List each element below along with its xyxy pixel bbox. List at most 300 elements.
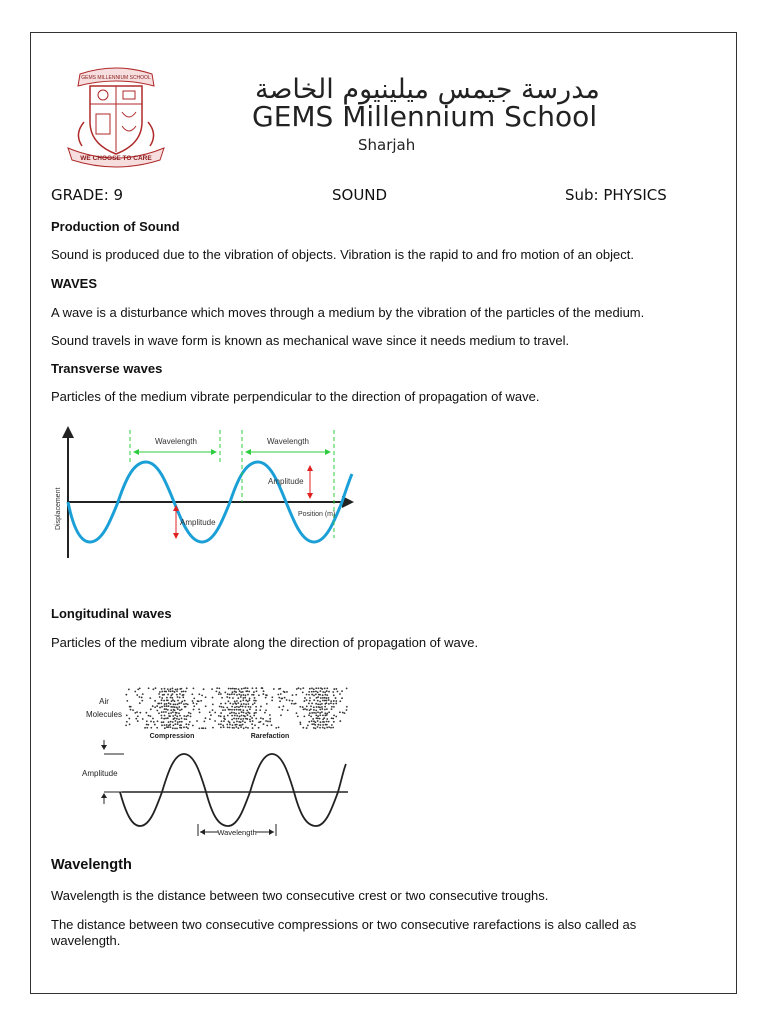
air-molecule-dot [321, 706, 323, 708]
air-molecule-dot [324, 700, 326, 702]
air-molecule-dot [245, 700, 247, 702]
air-molecule-dot [221, 706, 223, 708]
air-molecule-dot [252, 703, 254, 705]
air-molecule-dot [319, 701, 321, 703]
air-molecule-dot [170, 697, 172, 699]
air-molecule-dot [184, 700, 186, 702]
air-molecule-dot [324, 706, 326, 708]
air-molecule-dot [134, 691, 136, 693]
air-molecule-dot [328, 697, 330, 699]
air-molecule-dot [229, 724, 231, 726]
air-molecule-dot [308, 694, 310, 696]
air-molecule-dot [148, 715, 150, 717]
air-molecule-dot [326, 727, 328, 729]
air-molecule-dot [192, 702, 194, 704]
air-molecule-dot [289, 700, 291, 702]
air-molecule-dot [322, 700, 324, 702]
air-molecule-dot [238, 693, 240, 695]
air-molecule-dot [141, 697, 143, 699]
air-molecule-dot [172, 688, 174, 690]
air-molecule-dot [315, 693, 317, 695]
air-molecule-dot [339, 711, 341, 713]
air-molecule-dot [221, 697, 223, 699]
air-molecule-dot [293, 703, 295, 705]
air-molecule-dot [192, 700, 194, 702]
air-molecule-dot [333, 714, 335, 716]
air-molecule-dot [240, 721, 242, 723]
wavelength-text-1: Wavelength is the distance between two consecutive crest or two consecutive troughs. [51, 888, 549, 903]
air-molecule-dot [183, 694, 185, 696]
air-molecule-dot [271, 724, 273, 726]
air-molecule-dot [234, 715, 236, 717]
air-molecule-dot [205, 717, 207, 719]
air-molecule-dot [169, 715, 171, 717]
air-molecule-dot [242, 718, 244, 720]
air-molecule-dot [176, 718, 178, 720]
air-molecule-dot [328, 691, 330, 693]
air-molecule-dot [302, 687, 304, 689]
air-molecule-dot [234, 701, 236, 703]
air-molecule-dot [172, 690, 174, 692]
air-molecule-dot [236, 724, 238, 726]
air-molecule-dot [173, 704, 175, 706]
air-molecule-dot [176, 694, 178, 696]
air-molecule-dot [266, 725, 268, 727]
air-molecule-dot [249, 712, 251, 714]
air-molecule-dot [324, 712, 326, 714]
air-molecule-dot [277, 694, 279, 696]
air-molecule-dot [317, 703, 319, 705]
air-molecule-dot [331, 717, 333, 719]
air-molecule-dot [249, 708, 251, 710]
air-molecule-dot [346, 706, 348, 708]
air-molecule-dot [183, 726, 185, 728]
air-molecule-dot [238, 718, 240, 720]
air-molecule-dot [214, 720, 216, 722]
air-molecule-dot [174, 709, 176, 711]
air-molecule-dot [269, 721, 271, 723]
air-molecule-dot [172, 727, 174, 729]
air-molecule-dot [175, 720, 177, 722]
air-molecule-dot [265, 697, 267, 699]
air-molecule-dot [319, 727, 321, 729]
air-molecule-dot [161, 697, 163, 699]
air-molecule-dot [252, 727, 254, 729]
waves-heading: WAVES [51, 276, 97, 291]
air-molecule-dot [230, 688, 232, 690]
air-molecule-dot [215, 691, 217, 693]
air-molecule-dot [248, 691, 250, 693]
air-molecule-dot [146, 720, 148, 722]
air-molecule-dot [251, 717, 253, 719]
air-molecule-dot [137, 720, 139, 722]
air-molecule-dot [242, 724, 244, 726]
air-molecule-dot [172, 721, 174, 723]
transverse-text: Particles of the medium vibrate perpendicular to the direction of propagation of wave. [51, 389, 540, 404]
air-molecule-dot [233, 693, 235, 695]
air-molecule-dot [315, 687, 317, 689]
air-molecule-dot [137, 688, 139, 690]
air-molecule-dot [240, 703, 242, 705]
air-molecule-dot [160, 702, 162, 704]
air-molecule-dot [136, 694, 138, 696]
air-molecule-dot [163, 711, 165, 713]
air-molecule-dot [326, 687, 328, 689]
air-molecule-dot [320, 724, 322, 726]
air-molecule-dot [287, 709, 289, 711]
air-molecule-dot [150, 721, 152, 723]
air-molecule-dot [168, 690, 170, 692]
air-molecule-dot [328, 703, 330, 705]
air-molecule-dot [313, 691, 315, 693]
air-molecule-dot [164, 715, 166, 717]
air-molecule-dot [332, 727, 334, 729]
air-molecule-dot [236, 700, 238, 702]
air-molecule-dot [297, 715, 299, 717]
air-molecule-dot [174, 717, 176, 719]
air-molecule-dot [161, 724, 163, 726]
air-molecule-dot [321, 708, 323, 710]
air-molecule-dot [135, 718, 137, 720]
air-molecule-dot [315, 703, 317, 705]
air-molecule-dot [146, 727, 148, 729]
air-molecule-dot [313, 706, 315, 708]
air-molecule-dot [212, 703, 214, 705]
air-molecule-dot [306, 706, 308, 708]
air-molecule-dot [303, 715, 305, 717]
air-molecule-dot [161, 699, 163, 701]
air-molecule-dot [171, 700, 173, 702]
air-molecule-dot [236, 706, 238, 708]
air-molecule-dot [239, 716, 241, 718]
air-label-1: Air [99, 697, 109, 706]
air-molecule-dot [306, 694, 308, 696]
air-molecule-dot [299, 721, 301, 723]
air-molecule-dot [281, 697, 283, 699]
air-molecule-dot [237, 697, 239, 699]
air-molecule-dot [322, 691, 324, 693]
air-molecule-dot [190, 713, 192, 715]
air-molecule-dot [269, 718, 271, 720]
air-molecule-dot [319, 718, 321, 720]
longitudinal-text: Particles of the medium vibrate along the direction of propagation of wave. [51, 635, 479, 650]
air-molecule-dot [178, 706, 180, 708]
air-molecule-dot [253, 712, 255, 714]
air-molecule-dot [284, 697, 286, 699]
air-molecule-dot [243, 687, 245, 689]
air-molecule-dot [245, 687, 247, 689]
air-molecule-dot [333, 703, 335, 705]
air-molecule-dot [172, 706, 174, 708]
air-molecule-dot [324, 694, 326, 696]
air-molecule-dot [243, 712, 245, 714]
air-molecule-dot [226, 696, 228, 698]
air-molecule-dot [335, 688, 337, 690]
waves-text-2: Sound travels in wave form is known as mechanical wave since it needs medium to travel. [51, 333, 570, 348]
air-molecule-dot [177, 703, 179, 705]
air-molecule-dot [280, 714, 282, 716]
waves-text-1: A wave is a disturbance which moves through a medium by the vibration of the particles of the medium. [51, 305, 645, 320]
air-molecule-dot [179, 715, 181, 717]
air-molecule-dot [326, 700, 328, 702]
air-molecule-dot [298, 687, 300, 689]
air-molecule-dot [227, 700, 229, 702]
air-molecule-dot [253, 715, 255, 717]
air-molecule-dot [186, 687, 188, 689]
air-molecule-dot [183, 715, 185, 717]
air-molecule-dot [159, 691, 161, 693]
air-molecule-dot [322, 724, 324, 726]
amplitude-label-2: Amplitude [268, 477, 304, 486]
air-molecule-dot [176, 727, 178, 729]
air-molecule-dot [181, 718, 183, 720]
air-molecule-dot [168, 705, 170, 707]
air-molecule-dot [333, 694, 335, 696]
air-molecule-dot [328, 726, 330, 728]
air-molecule-dot [229, 712, 231, 714]
air-molecule-dot [179, 693, 181, 695]
air-molecule-dot [286, 699, 288, 701]
air-molecule-dot [311, 712, 313, 714]
longitudinal-wave-curve [120, 754, 346, 826]
air-molecule-dot [168, 702, 170, 704]
air-molecule-dot [189, 721, 191, 723]
air-molecule-dot [309, 712, 311, 714]
air-molecule-dot [161, 691, 163, 693]
air-molecule-dot [254, 697, 256, 699]
wavelength-label-1: Wavelength [155, 437, 197, 446]
air-molecule-dot [218, 723, 220, 725]
air-molecule-dot [218, 693, 220, 695]
air-molecule-dot [167, 694, 169, 696]
air-molecule-dot [337, 691, 339, 693]
air-molecule-dot [231, 709, 233, 711]
air-molecule-dot [342, 712, 344, 714]
air-molecule-dot [304, 697, 306, 699]
air-molecule-dot [253, 694, 255, 696]
air-molecule-dot [166, 705, 168, 707]
air-molecule-dot [240, 691, 242, 693]
air-molecule-dot [186, 726, 188, 728]
air-molecule-dot [205, 727, 207, 729]
air-molecule-dot [328, 699, 330, 701]
air-molecule-dot [156, 705, 158, 707]
air-molecule-dot [339, 693, 341, 695]
air-molecule-dot [312, 718, 314, 720]
air-molecule-dot [212, 697, 214, 699]
air-molecule-dot [296, 712, 298, 714]
air-molecule-dot [185, 723, 187, 725]
air-molecule-dot [308, 703, 310, 705]
air-molecule-dot [134, 712, 136, 714]
air-molecule-dot [326, 724, 328, 726]
air-molecule-dot [260, 706, 262, 708]
air-molecule-dot [214, 712, 216, 714]
air-molecule-dot [180, 727, 182, 729]
air-molecule-dot [236, 715, 238, 717]
air-molecule-dot [271, 700, 273, 702]
wavelength-text-2b: wavelength. [51, 933, 121, 948]
air-molecule-dot [220, 723, 222, 725]
air-molecule-dot [163, 721, 165, 723]
air-molecule-dot [130, 706, 132, 708]
air-molecule-dot [165, 717, 167, 719]
air-molecule-dot [185, 706, 187, 708]
amplitude-label-1: Amplitude [180, 518, 216, 527]
air-molecule-dot [255, 687, 257, 689]
air-molecule-dot [224, 709, 226, 711]
air-molecule-dot [269, 714, 271, 716]
air-molecule-dot [139, 712, 141, 714]
grade-label: GRADE: 9 [51, 186, 124, 204]
air-molecule-dot [281, 709, 283, 711]
air-molecule-dot [323, 717, 325, 719]
air-molecule-dot [280, 693, 282, 695]
air-molecule-dot [193, 705, 195, 707]
air-molecule-dot [262, 693, 264, 695]
air-molecule-dot [224, 691, 226, 693]
air-molecule-dot [306, 699, 308, 701]
air-molecule-dot [309, 700, 311, 702]
wavelength-text-2a: The distance between two consecutive compressions or two consecutive rarefactions is also called as [51, 917, 637, 932]
air-molecule-dot [308, 721, 310, 723]
air-molecule-dot [278, 706, 280, 708]
air-molecule-dot [212, 709, 214, 711]
air-molecule-dot [271, 696, 273, 698]
air-molecule-dot [126, 700, 128, 702]
air-molecule-dot [313, 727, 315, 729]
air-molecule-dot [176, 712, 178, 714]
air-molecule-dot [321, 711, 323, 713]
air-molecule-dot [223, 715, 225, 717]
air-molecule-dot [333, 706, 335, 708]
compression-label: Compression [149, 733, 195, 740]
air-molecule-dot [260, 721, 262, 723]
air-molecule-dot [170, 703, 172, 705]
air-molecule-dot [346, 688, 348, 690]
transverse-heading: Transverse waves [51, 361, 163, 376]
air-molecule-dot [223, 706, 225, 708]
air-molecule-dot [203, 720, 205, 722]
air-molecule-dot [174, 703, 176, 705]
air-molecule-dot [232, 703, 234, 705]
air-molecule-dot [263, 690, 265, 692]
air-molecule-dot [326, 708, 328, 710]
air-molecule-dot [241, 711, 243, 713]
air-molecule-dot [211, 688, 213, 690]
air-molecule-dot [235, 703, 237, 705]
air-molecule-dot [148, 687, 150, 689]
air-molecule-dot [161, 721, 163, 723]
air-molecule-dot [129, 723, 131, 725]
air-molecule-dot [311, 720, 313, 722]
air-molecule-dot [141, 700, 143, 702]
air-molecule-dot [172, 711, 174, 713]
air-molecule-dot [250, 715, 252, 717]
air-molecule-dot [170, 721, 172, 723]
air-molecule-dot [344, 712, 346, 714]
air-molecule-dot [176, 690, 178, 692]
air-molecule-dot [291, 700, 293, 702]
air-molecule-dot [152, 718, 154, 720]
air-molecule-dot [299, 706, 301, 708]
air-molecule-dot [240, 700, 242, 702]
air-molecule-dot [279, 700, 281, 702]
air-molecule-dot [319, 690, 321, 692]
air-molecule-dot [311, 702, 313, 704]
air-molecule-dot [139, 702, 141, 704]
air-molecule-dot [179, 697, 181, 699]
air-molecule-dot [229, 722, 231, 724]
air-molecule-dot [183, 690, 185, 692]
air-molecule-dot [233, 721, 235, 723]
air-molecule-dot [263, 723, 265, 725]
air-molecule-dot [292, 694, 294, 696]
air-molecule-dot [128, 718, 130, 720]
air-molecule-dot [322, 714, 324, 716]
air-molecule-dot [128, 689, 130, 691]
air-molecule-dot [245, 694, 247, 696]
air-molecule-dot [198, 700, 200, 702]
air-molecule-dot [165, 691, 167, 693]
air-molecule-dot [255, 718, 257, 720]
air-molecule-dot [146, 724, 148, 726]
air-molecule-dot [238, 709, 240, 711]
air-molecule-dot [193, 687, 195, 689]
air-molecule-dot [242, 691, 244, 693]
air-molecule-dot [254, 724, 256, 726]
air-molecule-dot [185, 718, 187, 720]
air-molecule-dot [295, 703, 297, 705]
air-molecule-dot [180, 688, 182, 690]
school-name: GEMS Millennium School [252, 100, 598, 133]
air-molecule-dot [335, 700, 337, 702]
air-molecule-dot [218, 715, 220, 717]
air-molecule-dot [241, 688, 243, 690]
air-molecule-dot [235, 688, 237, 690]
air-molecule-dot [147, 724, 149, 726]
y-axis-label: Displacement [55, 487, 62, 530]
air-molecule-dot [259, 709, 261, 711]
air-molecule-dot [202, 727, 204, 729]
air-molecule-dot [326, 714, 328, 716]
air-molecule-dot [319, 706, 321, 708]
air-molecule-dot [184, 718, 186, 720]
air-molecule-dot [238, 712, 240, 714]
air-molecule-dot [231, 693, 233, 695]
air-molecule-dot [161, 688, 163, 690]
air-molecule-dot [182, 696, 184, 698]
air-molecule-dot [332, 691, 334, 693]
air-molecule-dot [172, 715, 174, 717]
air-molecule-dot [317, 711, 319, 713]
air-molecule-dot [319, 694, 321, 696]
air-molecule-dot [247, 727, 249, 729]
air-molecule-dot [313, 712, 315, 714]
air-molecule-dot [296, 688, 298, 690]
air-molecule-dot [168, 721, 170, 723]
air-molecule-dot [326, 690, 328, 692]
air-molecule-dot [232, 727, 234, 729]
air-molecule-dot [319, 709, 321, 711]
air-molecule-dot [247, 694, 249, 696]
air-molecule-dot [251, 694, 253, 696]
air-molecule-dot [227, 715, 229, 717]
air-molecule-dot [330, 702, 332, 704]
air-molecule-dot [178, 712, 180, 714]
air-molecule-dot [328, 711, 330, 713]
air-molecule-dot [245, 726, 247, 728]
